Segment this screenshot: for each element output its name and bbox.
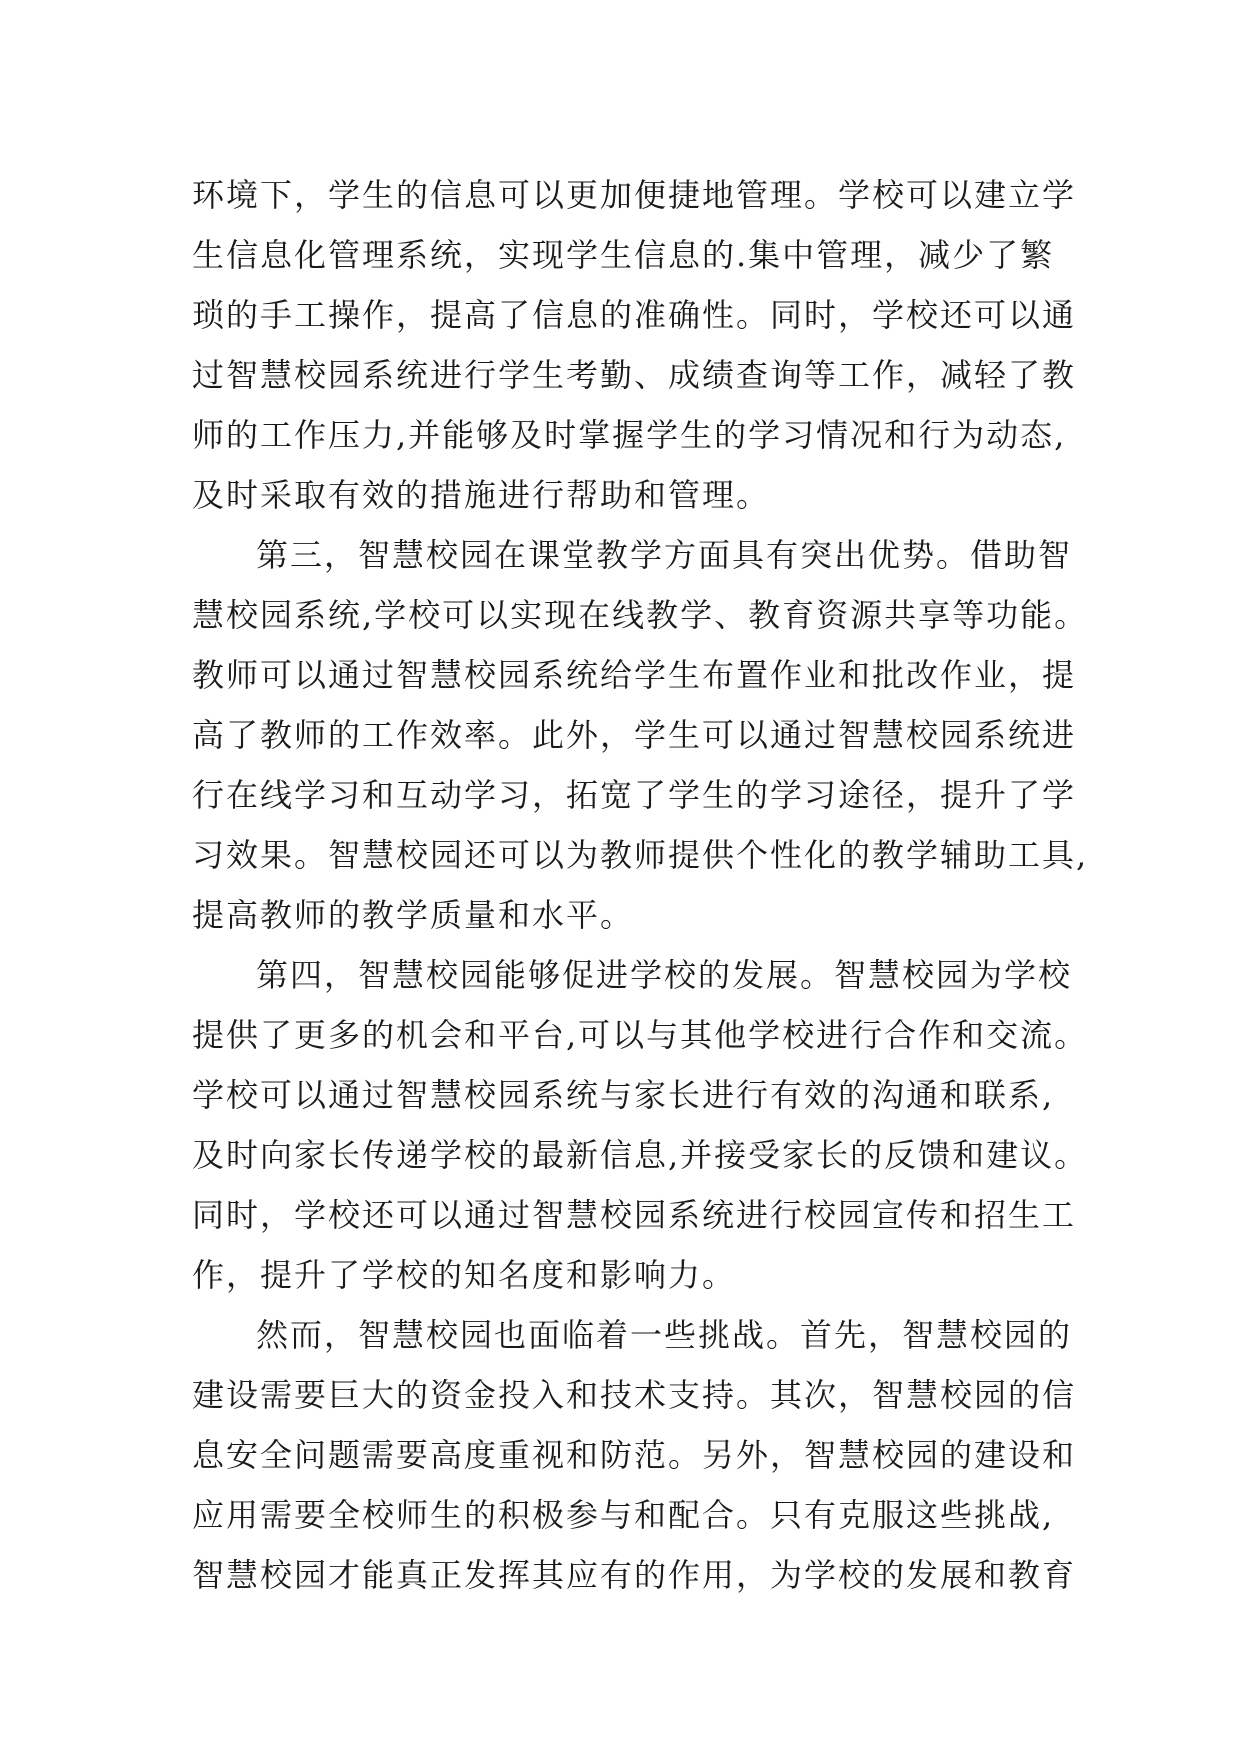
paragraph-line: 行在线学习和互动学习，拓宽了学生的学习途径，提升了学 — [192, 776, 1077, 814]
paragraph-2 — [192, 525, 1089, 945]
paragraph-line: 作，提升了学校的知名度和影响力。 — [192, 1256, 737, 1294]
paragraph-line: 环境下，学生的信息可以更加便捷地管理。学校可以建立学 — [192, 176, 1077, 214]
paragraph-line: 及时向家长传递学校的最新信息,并接受家长的反馈和建议。 — [192, 1136, 1089, 1174]
paragraph-line: 应用需要全校师生的积极参与和配合。只有克服这些挑战, — [192, 1496, 1055, 1534]
paragraph-line: 提高教师的教学质量和水平。 — [192, 896, 635, 934]
paragraph-line: 建设需要巨大的资金投入和技术支持。其次，智慧校园的信 — [192, 1376, 1077, 1414]
paragraph-line: 及时采取有效的措施进行帮助和管理。 — [192, 476, 771, 514]
paragraph-line: 琐的手工操作，提高了信息的准确性。同时，学校还可以通 — [192, 296, 1077, 334]
paragraph-line: 师的工作压力,并能够及时掌握学生的学习情况和行为动态, — [192, 416, 1067, 454]
paragraph-line: 然而，智慧校园也面临着一些挑战。首先，智慧校园的 — [256, 1316, 1073, 1354]
paragraph-line: 智慧校园才能真正发挥其应有的作用，为学校的发展和教育 — [192, 1556, 1077, 1594]
paragraph-line: 同时，学校还可以通过智慧校园系统进行校园宣传和招生工 — [192, 1196, 1077, 1234]
paragraph-line: 习效果。智慧校园还可以为教师提供个性化的教学辅助工具, — [192, 836, 1089, 874]
paragraph-line: 生信息化管理系统，实现学生信息的.集中管理，减少了繁 — [192, 236, 1055, 274]
paragraph-line: 慧校园系统,学校可以实现在线教学、教育资源共享等功能。 — [192, 596, 1089, 634]
paragraph-4 — [192, 1305, 1077, 1605]
paragraph-1 — [192, 165, 1077, 525]
paragraph-line: 过智慧校园系统进行学生考勤、成绩查询等工作，减轻了教 — [192, 356, 1077, 394]
paragraph-3 — [192, 945, 1089, 1305]
paragraph-line: 息安全问题需要高度重视和防范。另外，智慧校园的建设和 — [192, 1436, 1077, 1474]
paragraph-line: 高了教师的工作效率。此外，学生可以通过智慧校园系统进 — [192, 716, 1077, 754]
paragraph-line: 学校可以通过智慧校园系统与家长进行有效的沟通和联系, — [192, 1076, 1055, 1114]
document-body — [192, 165, 1089, 1605]
paragraph-line: 教师可以通过智慧校园系统给学生布置作业和批改作业，提 — [192, 656, 1077, 694]
paragraph-line: 第三，智慧校园在课堂教学方面具有突出优势。借助智 — [256, 536, 1073, 574]
paragraph-line: 第四，智慧校园能够促进学校的发展。智慧校园为学校 — [256, 956, 1073, 994]
paragraph-line: 提供了更多的机会和平台,可以与其他学校进行合作和交流。 — [192, 1016, 1089, 1054]
